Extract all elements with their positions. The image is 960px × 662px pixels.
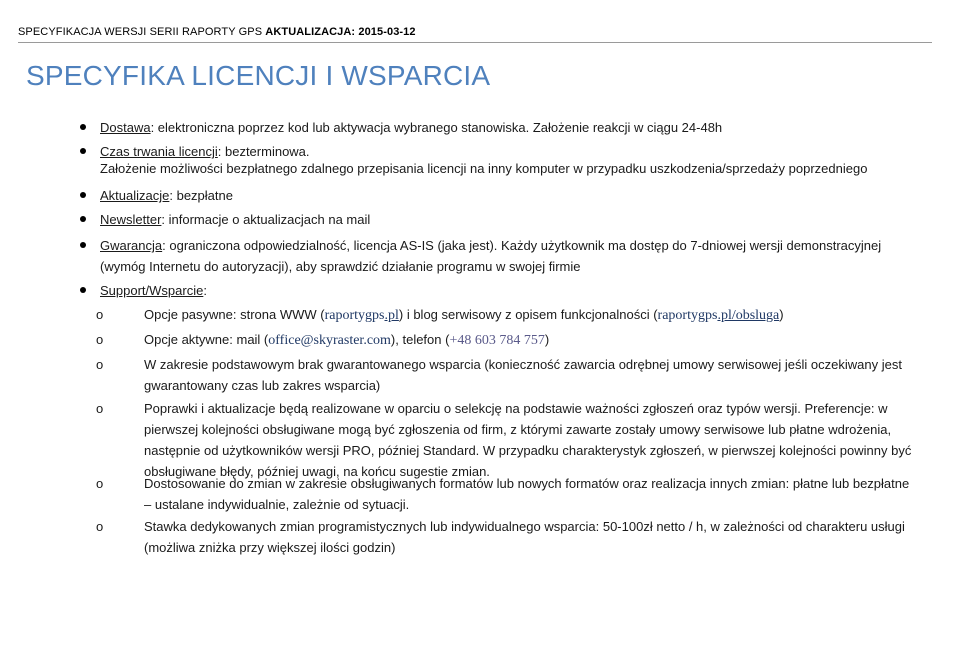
bullet-aktualizacje — [100, 185, 910, 206]
note-czas-trwania: Założenie możliwości bezpłatnego zdalnego przepisania licencji na inny komputer w przypadku uszkodzenia/sprzedaży poprzedniego — [100, 161, 868, 176]
dostosowanie-text: Dostosowanie do zmian w zakresie obsługiwanych formatów lub nowych formatów oraz realizacja innych zmian: płatne lub bezpłatne – ustalane indywidualnie, zależnie od sytuacji. — [144, 476, 910, 512]
label-gwarancja: Gwarancja — [100, 238, 163, 253]
bullet-support — [100, 280, 910, 301]
sub-marker: o — [96, 357, 104, 372]
link-raportygps[interactable]: raportygps.pl — [324, 308, 399, 323]
stawka-text: Stawka dedykowanych zmian programistycznych lub indywidualnego wsparcia: 50-100zł netto / h, w zależności od charakteru usługi (możliwa zniżka przy większej ilości godzin) — [144, 519, 905, 555]
pasywne-text-3: ) — [779, 307, 784, 322]
poprawki-text: Poprawki i aktualizacje będą realizowane w oparciu o selekcję na podstawie ważności zgłoszeń oraz typów wersji. Preferencje: w pierwszej kolejności obsługiwane mogą być zgłoszenia od firm, z którymi zawarte zostały umowy serwisowe lub płatne wdrożenia, następnie od użytkowników wersji PRO, później Standard. W przypadku charakterystyk zgłoszeń, w pierwszej kolejności powinny być obsługiwane błędy, później uwagi, na końcu sugestie zmian. — [144, 401, 912, 479]
text-gwarancja: : ograniczona odpowiedzialność, licencja AS-IS (jaka jest). — [162, 238, 498, 253]
sub-item-poprawki — [96, 398, 914, 482]
label-czas-trwania: Czas trwania licencji — [100, 144, 218, 159]
aktywne-text-3: ) — [544, 332, 550, 347]
label-support: Support/Wsparcie — [100, 283, 204, 298]
sub-item-stawka — [96, 516, 914, 558]
header-update-date: AKTUALIZACJA: 2015-03-12 — [265, 26, 416, 38]
link-raportygps-obsluga[interactable]: raportygps.pl/obsluga — [657, 308, 780, 323]
sub-marker: o — [96, 401, 104, 416]
sub-item-pasywne — [96, 304, 914, 326]
label-aktualizacje: Aktualizacje — [100, 188, 170, 203]
pasywne-text-2: ) i blog serwisowy z opisem funkcjonalności ( — [398, 307, 658, 322]
pasywne-text-1: Opcje pasywne: strona WWW ( — [144, 307, 325, 322]
text-newsletter: : informacje o aktualizacjach na mail — [161, 212, 371, 227]
label-dostawa: Dostawa — [100, 120, 151, 135]
sub-marker: o — [96, 519, 104, 534]
text-support: : — [203, 283, 207, 298]
text-aktualizacje: : bezpłatne — [169, 188, 233, 203]
label-newsletter: Newsletter — [100, 212, 162, 227]
aktywne-text-1: Opcje aktywne: mail ( — [144, 332, 269, 347]
text-dostawa: : elektroniczna poprzez kod lub aktywacja wybranego stanowiska. Założenie reakcji w ciągu 24-48h — [150, 120, 723, 135]
sub-item-zakres — [96, 354, 914, 396]
bullet-dostawa — [100, 117, 910, 138]
sub-marker: o — [96, 332, 104, 347]
sub-item-aktywne — [96, 329, 914, 351]
text-gwarancja-demo: Każdy użytkownik ma dostęp do 7-dniowej wersji demonstracyjnej (wymóg Internetu do autoryzacji), aby sprawdzić działanie programu w swojej firmie — [100, 238, 882, 274]
mail-link[interactable]: office@skyraster.com — [268, 333, 391, 348]
sub-marker: o — [96, 307, 104, 322]
bullet-gwarancja — [100, 235, 910, 277]
section-title: SPECYFIKA LICENCJI I WSPARCIA — [26, 60, 491, 91]
bullet-newsletter — [100, 209, 910, 230]
sub-item-dostosowanie — [96, 473, 914, 515]
text-czas-trwania: : bezterminowa. — [217, 144, 310, 159]
header-prefix: SPECYFIKACJA WERSJI SERII RAPORTY GPS — [18, 26, 266, 38]
zakres-text: W zakresie podstawowym brak gwarantowanego wsparcia (konieczność zawarcia odrębnej umowy serwisowej jeśli oczekiwany jest gwarantowany czas lub zakres wsparcia) — [144, 357, 902, 393]
sub-marker: o — [96, 476, 104, 491]
page-header — [18, 26, 932, 43]
aktywne-text-2: ), telefon ( — [390, 332, 450, 347]
phone-number: +48 603 784 757 — [449, 333, 545, 348]
